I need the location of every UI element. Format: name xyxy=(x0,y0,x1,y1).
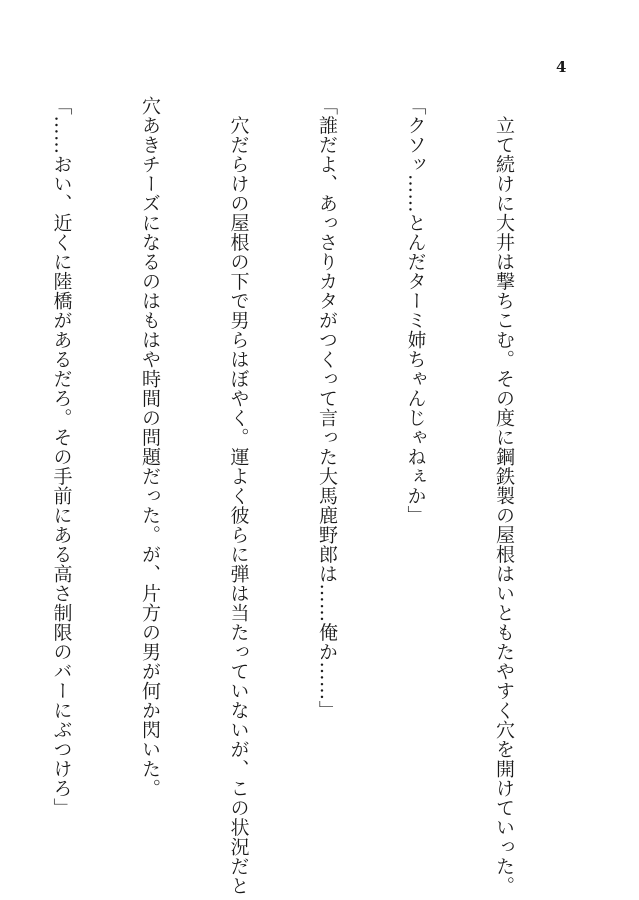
text-line: 「誰だよ、あっさりカタがつくって言った大馬鹿野郎は……俺か……」 xyxy=(316,96,338,720)
text-line: 「クソッ……とんだターミ姉ちゃんじゃねぇか」 xyxy=(404,96,427,525)
text-line: 「……おい、近くに陸橋があるだろ。その手前にある高さ制限のバーにぶつけろ」 xyxy=(50,96,73,818)
page-number: 4 xyxy=(556,58,567,76)
novel-text-body xyxy=(50,96,577,896)
text-line: 立て続けに大井は撃ちこむ。その度に鋼鉄製の屋根はいともたやすく穴を開けていった。 xyxy=(493,96,515,896)
text-line: 穴あきチーズになるのはもはや時間の問題だった。が、片方の男が何か閃いた。 xyxy=(139,96,161,798)
text-line: 穴だらけの屋根の下で男らはぼやく。運よく彼らに弾は当たっていないが、この状況だと xyxy=(227,96,250,896)
